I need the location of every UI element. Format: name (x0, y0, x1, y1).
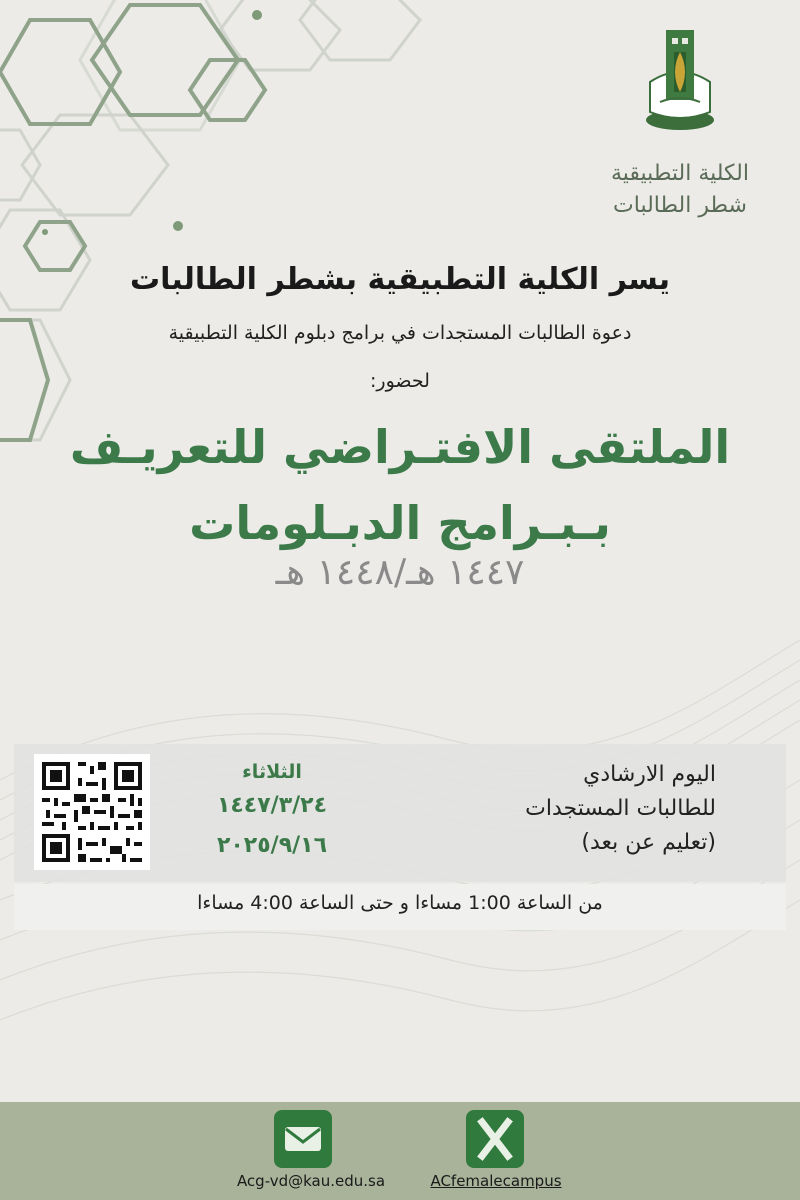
kau-logo-icon (630, 22, 730, 140)
brand-block (600, 22, 760, 222)
academic-year: ١٤٤٧ هـ/١٤٤٨ هـ (275, 552, 525, 593)
x-handle-link[interactable]: ACfemalecampus (430, 1172, 562, 1190)
qr-code-icon[interactable] (34, 754, 150, 870)
event-title-line1: الملتقى الافتـراضي للتعريـف (69, 420, 731, 474)
intro-heading: يسر الكلية التطبيقية بشطر الطالبات (129, 262, 671, 297)
event-day: الثلاثاء (242, 761, 302, 783)
email-link[interactable]: Acg-vd@kau.edu.sa (236, 1172, 386, 1190)
event-name-column (476, 758, 716, 860)
x-icon[interactable] (466, 1110, 524, 1168)
event-title-line2: بـبـرامج الدبـلومات (189, 496, 611, 550)
attend-label: لحضور: (370, 370, 430, 392)
mail-icon[interactable] (274, 1110, 332, 1168)
date-column (190, 758, 354, 866)
event-name-line2: للطالبات المستجدات (525, 796, 716, 821)
footer (0, 1102, 800, 1200)
event-date-hijri: ١٤٤٧/٣/٢٤ (216, 793, 328, 818)
invite-text: دعوة الطالبات المستجدات في برامج دبلوم الكلية التطبيقية (168, 322, 632, 344)
event-date-gregorian: ٢٠٢٥/٩/١٦ (216, 833, 328, 858)
time-card (14, 884, 786, 930)
event-name-line1: اليوم الارشادي (583, 762, 716, 787)
event-card (14, 744, 786, 882)
event-time: من الساعة 1:00 مساءا و حتى الساعة 4:00 مساءا (197, 892, 603, 914)
event-name-line3: (تعليم عن بعد) (581, 830, 716, 855)
brand-line2: شطر الطالبات (613, 193, 747, 218)
brand-line1: الكلية التطبيقية (610, 161, 749, 186)
